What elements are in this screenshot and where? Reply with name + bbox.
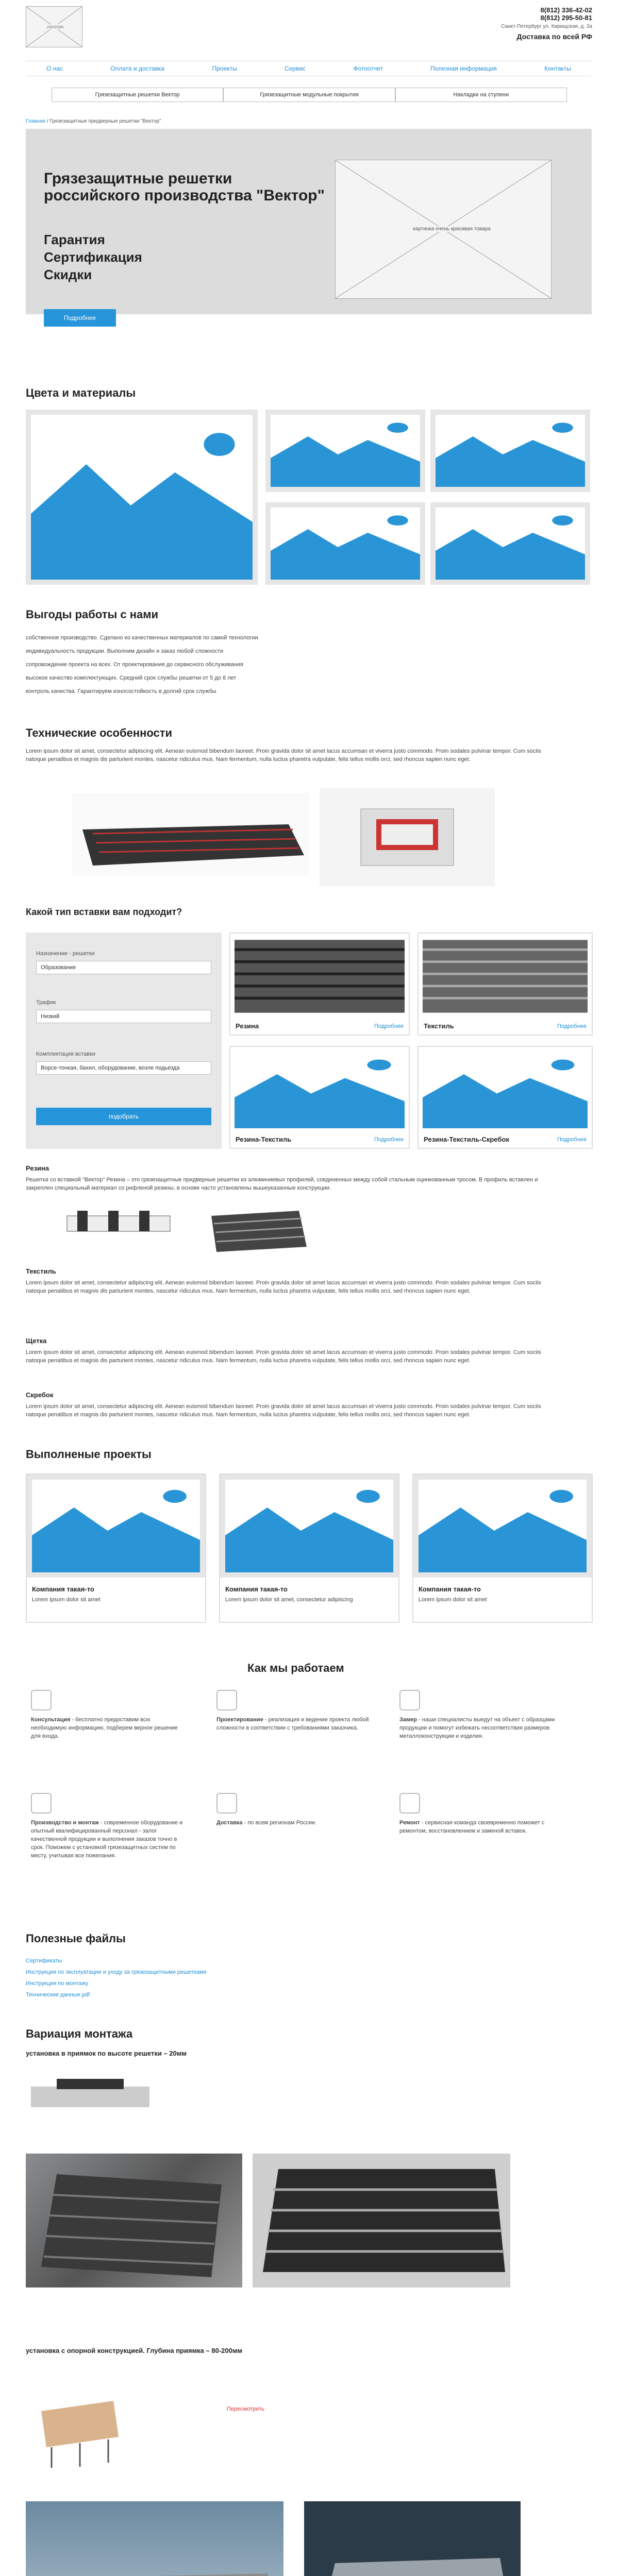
delivery-icon	[216, 1793, 237, 1814]
file-link[interactable]: Технические данные.pdf	[26, 1992, 90, 1998]
phone-2[interactable]: 8(812) 295-50-81	[540, 14, 592, 22]
project-desc: Lorem ipsum dolor sit amet, consectetur adipiscing	[225, 1597, 353, 1603]
insert-title: Какой тип вставки вам подходит?	[26, 907, 182, 917]
color-thumb-1[interactable]	[265, 410, 425, 492]
filter-select-traffic[interactable]: Низкий	[36, 1010, 211, 1023]
work-step-text: - наши специалисты выедут на объект с образцами продукции и помогут избежать несоответствия размеров металлоконструкции и изделия.	[399, 1717, 555, 1739]
main-nav	[26, 61, 592, 76]
tech-image-mat	[72, 793, 309, 876]
image-placeholder-icon	[271, 415, 420, 487]
profile-illustration	[320, 788, 495, 886]
image-placeholder-icon	[31, 415, 253, 580]
breadcrumb-current: Грязезащитные придверные решетки "Вектор"	[49, 118, 161, 124]
address: Санкт-Петербург ул. Кирищская, д. 2а	[501, 24, 592, 29]
work-step-text: - бесплатно предоставим всю необходимую информацию, подберем верное решение для входа.	[31, 1717, 178, 1739]
project-card[interactable]	[26, 1473, 206, 1623]
filter-label-complect: Комплектация вставки	[36, 1051, 96, 1057]
mount-photo-art	[26, 2154, 242, 2287]
insert-type-link[interactable]: Подробнее	[374, 1137, 404, 1143]
consult-icon	[31, 1690, 52, 1710]
benefits-list	[26, 631, 387, 698]
mat-illustration	[72, 793, 309, 876]
breadcrumb: Главная / Грязезащитные придверные решетки "Вектор"	[26, 118, 161, 124]
files-title: Полезные файлы	[26, 1932, 126, 1945]
brush-title: Щетка	[26, 1337, 47, 1345]
image-placeholder-icon	[271, 507, 420, 580]
image-placeholder-icon	[436, 415, 585, 487]
design-icon	[216, 1690, 237, 1710]
work-step	[216, 1819, 376, 1827]
work-step-text: - реализация и ведение проекта любой сложности в соответствии с требованиями заказчика.	[216, 1717, 369, 1731]
mount-photo-1	[26, 2154, 242, 2287]
color-thumb-3[interactable]	[265, 502, 425, 585]
mount-variant-1: установка в приямок по высоте решетки – 20мм	[26, 2049, 187, 2057]
hero-guarantee: Гарантия	[44, 232, 105, 247]
scraper-text: Lorem ipsum dolor sit amet, consectetur adipiscing elit. Aenean euismod bibendum laoreet. Proin gravida dolor sit amet lacus accumsan et viverra justo commodo. Proin sodales pulvinar tempor. Cum sociis natoque penatibus et magnis dis parturient montes, nascetur ridiculus mus. Nam fermentum, nulla luctus pharetra vulputate, felis tellus mollis orci, sed rhoncus sapien nunc eget.	[26, 1403, 541, 1418]
insert-card-rubber[interactable]	[229, 933, 410, 1036]
tech-text: Lorem ipsum dolor sit amet, consectetur adipiscing elit. Aenean euismod bibendum laoreet. Proin gravida dolor sit amet lacus accumsan et viverra justo commodo. Proin sodales pulvinar tempor. Cum sociis natoque penatibus et magnis dis parturient montes, nascetur ridiculus mus. Nam fermentum, nulla luctus pharetra vulputate, felis tellus mollis orci, sed rhoncus sapien nunc eget.	[26, 748, 541, 762]
work-step	[31, 1716, 186, 1740]
header-contacts	[501, 6, 592, 41]
rubber-photo	[206, 1200, 309, 1257]
insert-type-link[interactable]: Подробнее	[557, 1023, 587, 1029]
rubber-title: Резина	[26, 1164, 49, 1172]
project-card[interactable]	[412, 1473, 593, 1623]
insert-type-name: Резина-Текстиль-Скребок	[424, 1136, 509, 1143]
mount-photo-art	[304, 2501, 521, 2576]
work-step-text: - современное оборудование и опытный квалифицированный персонал - залог качественной продукции и выполнения заказов точно в срок. Поможем с установкой грязезащитных систем по месту, учитывая все пожелания.	[31, 1820, 183, 1859]
insert-card-textile[interactable]	[417, 933, 593, 1036]
mount-photo-art	[26, 2501, 283, 2576]
project-image	[413, 1475, 592, 1578]
filter-label-traffic: Трафик	[36, 999, 56, 1006]
mount-variant-2: установка с опорной конструкцией. Глубина приямка – 80-200мм	[26, 2347, 243, 2354]
work-step-title: Проектирование	[216, 1717, 263, 1723]
benefit-item: сопровождение проекта на всех. От проектирования до сервисного обслуживания	[26, 662, 243, 668]
subnav-vektor[interactable]: Грязезащитные решетки Вектор	[52, 88, 223, 102]
rubber-text: Решетка со вставкой "Вектор" Резина – это грязезащитные придверные решетки из алюминиевых профилей, соединенных между собой стальным оцинкованным тросом. В профиль вставлен и закреплен специальный материал со рифленой резины, в основе часто установлены вышеуказанные конструкции.	[26, 1177, 538, 1191]
subnav-steps[interactable]: Накладки на ступени	[395, 88, 567, 102]
colors-title: Цвета и материалы	[26, 386, 136, 399]
work-step-title: Ремонт	[399, 1820, 420, 1826]
grate-photo	[235, 938, 405, 1015]
mat-illustration	[206, 1200, 309, 1257]
project-image	[27, 1475, 205, 1578]
filter-select-complect[interactable]: Ворсе-тонкая, бахил, оборудование, возле подьезда	[36, 1061, 211, 1075]
project-name: Компания такая-то	[419, 1585, 481, 1593]
nav-info[interactable]: Полезная информация	[430, 65, 497, 72]
filter-select-purpose[interactable]: Образование	[36, 961, 211, 974]
work-step	[399, 1819, 564, 1835]
mount-diagram	[31, 2380, 124, 2473]
file-link[interactable]: Инструкция по монтажу	[26, 1980, 89, 1987]
mount-photo-art	[253, 2154, 510, 2287]
product-subnav	[52, 88, 567, 102]
file-link[interactable]: Инструкция по эксплуатации и уходу за грязезащитными решетками	[26, 1969, 207, 1975]
logo-placeholder[interactable]	[26, 6, 82, 47]
work-step	[31, 1819, 186, 1860]
production-icon	[31, 1793, 52, 1814]
insert-type-name: Резина	[236, 1022, 259, 1030]
insert-type-link[interactable]: Подробнее	[557, 1137, 587, 1143]
benefit-item: собственное производство. Сделано из качественных материалов по самой технологии	[26, 635, 258, 641]
logo-label: логотип	[47, 24, 64, 29]
mount-photo-4	[304, 2501, 521, 2576]
brush-text: Lorem ipsum dolor sit amet, consectetur adipiscing elit. Aenean euismod bibendum laoreet. Proin gravida dolor sit amet lacus accumsan et viverra justo commodo. Proin sodales pulvinar tempor. Cum sociis natoque penatibus et magnis dis parturient montes, nascetur ridiculus mus. Nam fermentum, nulla luctus pharetra vulputate, felis tellus mollis orci, sed rhoncus sapien nunc eget.	[26, 1349, 541, 1364]
image-placeholder-icon	[423, 1051, 588, 1128]
image-placeholder-icon	[436, 507, 585, 580]
benefit-item: индивидуальность продукции. Выполним дизайн и заказ любой сложности	[26, 648, 224, 654]
insert-card-rubber-textile[interactable]	[229, 1046, 410, 1149]
mount-photo-2	[253, 2154, 510, 2287]
benefit-item: контроль качества. Гарантируем износостойкость в долгий срок службы	[26, 688, 216, 694]
project-name: Компания такая-то	[32, 1585, 94, 1593]
benefits-title: Выгоды работы с нами	[26, 608, 159, 621]
work-step-text: - сервисная команда своевременно поможет с ремонтом, восстановлением и заменой вставок.	[399, 1820, 545, 1834]
mount-photo-3	[26, 2501, 283, 2576]
hero-banner	[26, 129, 592, 321]
measure-icon	[399, 1690, 420, 1710]
textile-title: Текстиль	[26, 1267, 56, 1275]
insert-card-rubber-textile-scraper[interactable]	[417, 1046, 593, 1149]
image-placeholder-icon	[235, 1051, 405, 1128]
tech-image-profile	[320, 788, 495, 886]
mount-diagram-2	[31, 2380, 124, 2473]
textile-text: Lorem ipsum dolor sit amet, consectetur adipiscing elit. Aenean euismod bibendum laoreet. Proin gravida dolor sit amet lacus accumsan et viverra justo commodo. Proin sodales pulvinar tempor. Cum sociis natoque penatibus et magnis dis parturient montes, nascetur ridiculus mus. Nam fermentum, nulla luctus pharetra vulputate, felis tellus mollis orci, sed rhoncus sapien nunc eget.	[26, 1280, 541, 1294]
breadcrumb-home[interactable]: Главная	[26, 118, 46, 124]
project-card[interactable]	[219, 1473, 399, 1623]
project-desc: Lorem ipsum dolor sit amet	[32, 1597, 101, 1603]
files-list	[26, 1955, 207, 2001]
rubber-diagram	[62, 1200, 175, 1242]
nav-photo[interactable]: Фотоотчет	[353, 65, 383, 72]
work-step	[216, 1716, 376, 1732]
hero-more-button[interactable]: Подробнее	[44, 309, 116, 327]
project-name: Компания такая-то	[225, 1585, 288, 1593]
filter-label-purpose: Назначение - решетки	[36, 951, 95, 957]
filter-submit-button[interactable]: подобрать	[36, 1108, 211, 1125]
tech-title: Технические особенности	[26, 726, 173, 739]
profile-diagram	[62, 1200, 175, 1242]
work-step	[399, 1716, 564, 1740]
color-thumb-4[interactable]	[430, 502, 590, 585]
image-placeholder-icon	[225, 1480, 393, 1572]
nav-projects[interactable]: Проекты	[212, 65, 237, 72]
grate-photo	[423, 938, 588, 1015]
insert-type-link[interactable]: Подробнее	[374, 1023, 404, 1029]
project-image	[220, 1475, 398, 1578]
mount-diagram-1	[31, 2066, 149, 2112]
image-placeholder-icon	[419, 1480, 587, 1572]
insert-filter-panel	[26, 933, 222, 1149]
nav-contacts[interactable]: Контакты	[544, 65, 571, 72]
image-placeholder-icon	[32, 1480, 200, 1572]
mount-variant-2-note: Пересмотреть	[227, 2406, 264, 2412]
work-step-title: Доставка	[216, 1820, 243, 1826]
benefit-item: высокое качество комплектующих. Средний срок службы решетки от 5 до 8 лет	[26, 675, 237, 681]
file-link[interactable]: Сертификаты	[26, 1958, 62, 1964]
hero-title: Грязезащитные решетки российского производства "Вектор"	[44, 170, 325, 204]
nav-about[interactable]: О нас	[46, 65, 63, 72]
phone-1[interactable]: 8(812) 336-42-02	[540, 6, 592, 14]
hero-image-caption: картинка очень красивая товара	[413, 226, 491, 232]
mount-diagram	[31, 2066, 149, 2112]
insert-type-name: Текстиль	[424, 1022, 454, 1030]
work-step-title: Замер	[399, 1717, 417, 1723]
work-title: Как мы работаем	[247, 1662, 344, 1674]
subnav-modular[interactable]: Грязезащитные модульные покрытия	[223, 88, 395, 102]
hero-product-image	[335, 160, 552, 299]
delivery-text: Доставка по всей РФ	[516, 32, 592, 41]
scraper-title: Скребок	[26, 1391, 54, 1399]
mount-title: Вариация монтажа	[26, 2027, 133, 2040]
repair-icon	[399, 1793, 420, 1814]
hero-discounts: Скидки	[44, 267, 92, 282]
insert-type-name: Резина-Текстиль	[236, 1136, 292, 1143]
work-step-title: Производство и монтаж	[31, 1820, 99, 1826]
colors-main-image	[26, 410, 258, 585]
work-step-title: Консультация	[31, 1717, 71, 1723]
projects-title: Выполненые проекты	[26, 1448, 152, 1461]
project-desc: Lorem ipsum dolor sit amet	[419, 1597, 487, 1603]
color-thumb-2[interactable]	[430, 410, 590, 492]
nav-service[interactable]: Сервис	[284, 65, 306, 72]
nav-payment[interactable]: Оплата и доставка	[110, 65, 165, 72]
work-step-text: - по всем регионам России.	[242, 1820, 317, 1826]
hero-certification: Сертификация	[44, 249, 142, 265]
